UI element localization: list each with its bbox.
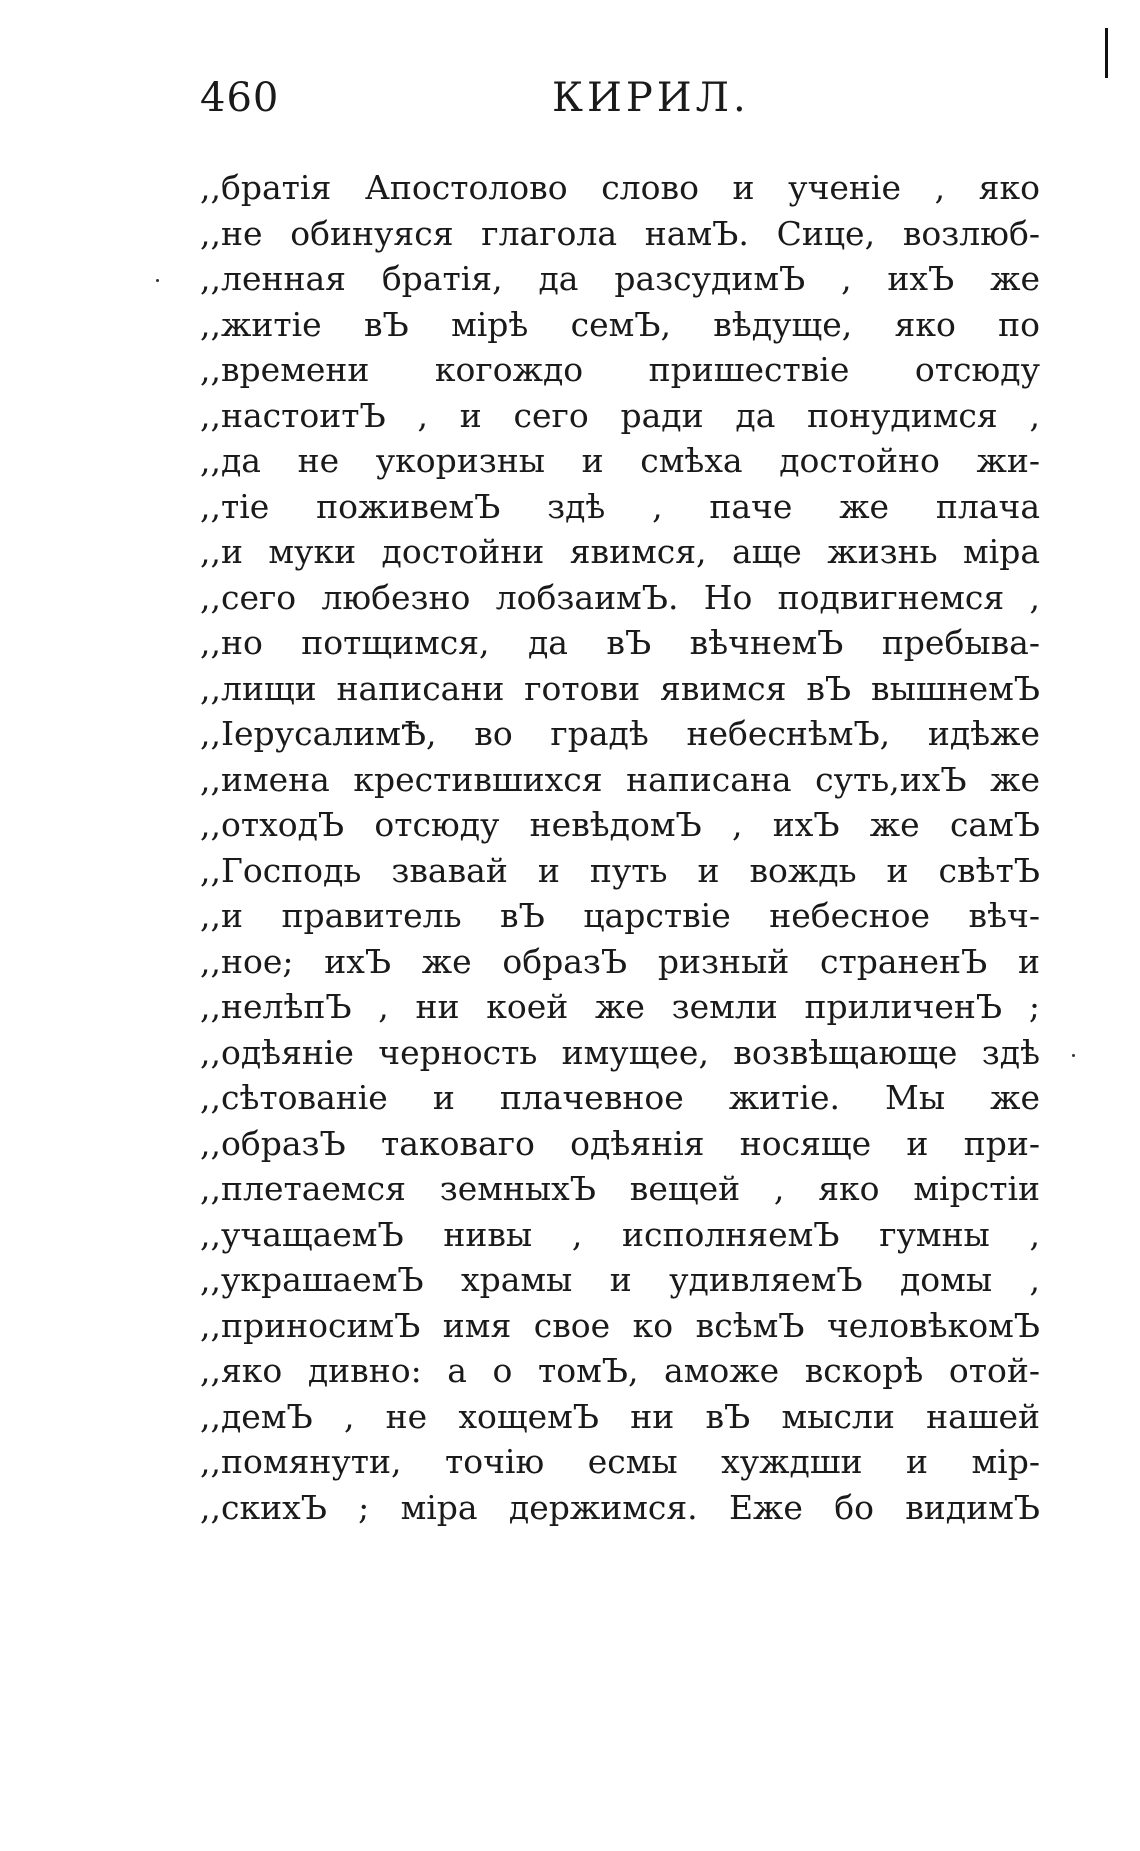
text-line: ,,времени когождо пришествіе отсюду — [200, 350, 1040, 389]
text-line: ,,да не укоризны и смѣха достойно жи- — [200, 441, 1040, 480]
body-text — [200, 165, 1040, 1530]
text-line: ,,но потщимся, да вЪ вѣчнемЪ пребыва- — [200, 623, 1040, 662]
text-line: ,,Господь звавай и путь и вождь и свѣтЪ — [200, 850, 1040, 890]
text-line: ,,тіе поживемЪ здѣ , паче же плача — [200, 486, 1040, 526]
text-line: ,,братія Апостолово слово и ученіе , яко — [200, 168, 1040, 207]
text-line: ,,настоитЪ , и сего ради да понудимся , — [200, 395, 1040, 435]
text-line: ,,отходЪ отсюду невѣдомЪ , ихЪ же самЪ — [200, 805, 1040, 844]
running-head: КИРИЛ. — [552, 75, 750, 121]
text-line: ,,украшаемЪ храмы и удивляемЪ домы , — [200, 1260, 1040, 1299]
text-line: ,,ленная братія, да разсудимЪ , ихЪ же — [200, 259, 1040, 298]
speck-mark — [156, 279, 159, 282]
text-line: ,,имена крестившихся написана суть,ихЪ же — [200, 759, 1040, 799]
text-line: ,,одѣяніе черность имущее, возвѣщающе здѣ — [200, 1032, 1040, 1072]
speck-mark — [1072, 1054, 1075, 1057]
text-line: ,,и правитель вЪ царствіе небесное вѣч- — [200, 896, 1040, 935]
page-header — [200, 68, 1020, 128]
text-line: ,,яко дивно: а о томЪ, аможе вскорѣ отой- — [200, 1351, 1040, 1390]
page-number: 460 — [200, 75, 280, 121]
text-line: ,,приносимЪ имя свое ко всѣмЪ человѣкомЪ — [200, 1305, 1040, 1345]
text-line: ,,образЪ таковаго одѣянія носяще и при- — [200, 1123, 1040, 1163]
text-line: ,,демЪ , не хощемЪ ни вЪ мысли нашей — [200, 1396, 1040, 1436]
text-line: ,,не обинуяся глагола намЪ. Сице, возлюб- — [200, 213, 1040, 253]
text-line: ,,лищи написани готови явимся вЪ вышнемЪ — [200, 668, 1040, 708]
text-line: ,,ное; ихЪ же образЪ ризный страненЪ и — [200, 941, 1040, 981]
text-line: ,,учащаемЪ нивы , исполняемЪ гумны , — [200, 1214, 1040, 1254]
text-line: ,,плетаемся земныхЪ вещей , яко мірстіи — [200, 1169, 1040, 1208]
text-line: ,,помянути, точію есмы хуждши и мір- — [200, 1442, 1040, 1481]
text-line: ,,скихЪ ; міра держимся. Еже бо видимЪ — [200, 1487, 1040, 1527]
text-line: ,,сѣтованіе и плачевное житіе. Мы же — [200, 1078, 1040, 1117]
margin-rule-mark — [1105, 28, 1108, 78]
text-line: ,,житіе вЪ мірѣ семЪ, вѣдуще, яко по — [200, 304, 1040, 344]
text-line: ,,нелѣпЪ , ни коей же земли приличенЪ ; — [200, 987, 1040, 1026]
text-line: ,,ІерусалимѢ, во градѣ небеснѣмЪ, идѣже — [200, 714, 1040, 753]
text-line: ,,сего любезно лобзаимЪ. Но подвигнемся , — [200, 577, 1040, 617]
text-line: ,,и муки достойни явимся, аще жизнь міра — [200, 532, 1040, 571]
